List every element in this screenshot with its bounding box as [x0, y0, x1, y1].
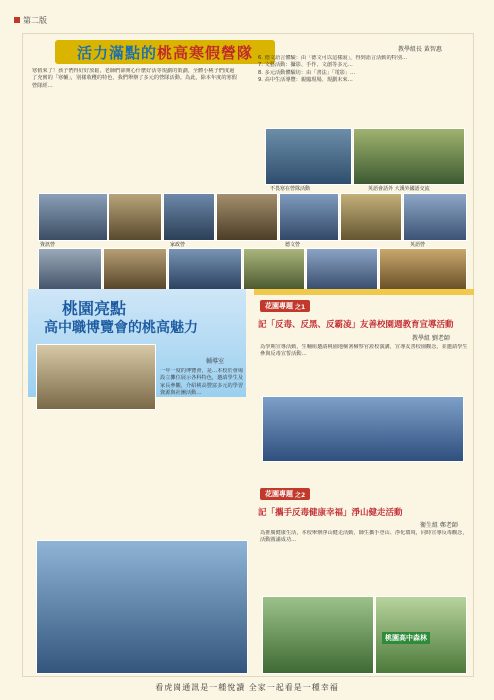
photo-grid-2 [108, 193, 162, 241]
caption-p2: 英語會話外 大溪外國語交流 [368, 186, 430, 192]
photo-grid-1 [38, 193, 108, 241]
page-header [14, 14, 47, 26]
article3-title: 記「反毒、反黑、反霸凌」友善校園週教育宣導活動 [258, 320, 454, 330]
photo-expo-booth [36, 344, 156, 410]
photo-expo-group [36, 540, 248, 674]
article3-author: 教學組 劉老師 [412, 335, 450, 342]
footer-slogan: 看虎崗通訊是一種悅讀 全家一起看是一種幸福 [155, 682, 339, 692]
gold-strip [254, 289, 474, 295]
article1-author: 教學組長 黃智惠 [398, 46, 442, 53]
photo-grid-4 [216, 193, 278, 241]
article2-author: 輔導室 [206, 358, 225, 365]
photo-grid-8 [38, 248, 102, 290]
photo-grid-5 [279, 193, 339, 241]
article2-title-line1: 桃園亮點 [62, 299, 127, 318]
caption-p3: 資訊營 [40, 242, 56, 248]
photo-grid-7 [403, 193, 467, 241]
article4-text: 為推廣健康生活，本校舉辦淨山健走活動，師生攜手登山、淨化環境，同時宣導反毒觀念，活動圓滿成功… [260, 530, 468, 544]
article4-title: 記「攜手反毒健康幸福」淨山健走活動 [258, 508, 403, 518]
page-label: 第二版 [23, 15, 47, 25]
article2-text: 一年一度的博覽會，是…本校於會場設立攤位展示各科特色，邀請學生及家長參觀，介紹桃高豐富多元的學習資源與社團活動… [160, 368, 244, 397]
caption-p5: 德文營 [285, 242, 301, 248]
photo-camp-1 [265, 128, 352, 185]
header-square-icon [14, 17, 20, 23]
article2-title-line2: 高中職博覽會的桃高魅力 [44, 320, 198, 336]
article4-author: 衛生組 鄭老師 [420, 522, 458, 529]
article1-left-text: 寒假來了！孩子們得好好放鬆，老師們卻開心什麼好活等規劃的策劃，全體小桃子們度過了充實的「寒輔」，別樣收穫的特色，我們舉辦了多元的營隊活動。為此，除本年度的寒假營隊經… [32, 68, 237, 89]
caption-p1: 不畏寒在營隊活動 [270, 186, 311, 192]
article1-right-text: 6. 德文語言體驗：由「德文可以這樣說」，得到語言活動的特別… 7. 文藝活動：攝影、手作、文創等多元… 8. 多元活動體驗坊：由「書法」「電影」… 9. 高中生活導覽：親臨現場、規劃未來… [258, 55, 408, 84]
article3-tag: 花園專題 之1 [260, 300, 310, 312]
caption-p6: 英語營 [410, 242, 426, 248]
photo-grid-6 [340, 193, 402, 241]
photo-camp-2 [353, 128, 465, 185]
photo-antidrug-pledge [262, 396, 464, 462]
photo-grid-9 [103, 248, 167, 290]
caption-p4: 家政營 [170, 242, 186, 248]
photo-grid-10 [168, 248, 242, 290]
photo-grid-11 [243, 248, 305, 290]
article1-title: 活力滿點的 桃高寒假營隊 [55, 40, 275, 64]
hiking-banner: 桃園高中森林 [382, 632, 430, 644]
article4-tag: 花園專題 之2 [260, 488, 310, 500]
photo-grid-3 [163, 193, 215, 241]
article3-text: 為學期宣導活動，生輔組邀請桃園地檢署檢察官蒞校演講，宣導友善校園觀念，並邀請學生參與反毒宣誓活動… [260, 344, 468, 358]
photo-grid-13 [379, 248, 467, 290]
photo-hiking-1 [262, 596, 374, 674]
photo-grid-12 [306, 248, 378, 290]
